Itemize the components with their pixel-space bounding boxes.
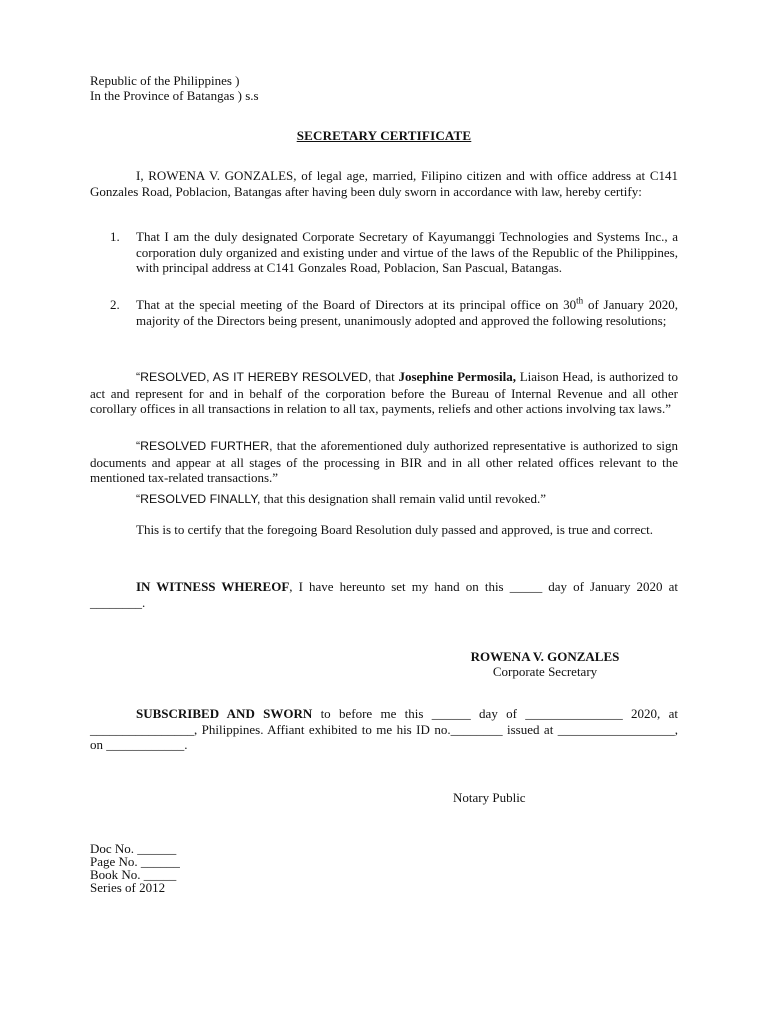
resolution-2-body: that the aforementioned duly authorized representative is authorized to sign documents and appear at all stages of the processing in BIR and in all other related offices relevant to the mentioned tax-related transactions.”: [90, 438, 678, 485]
item-2-text-end: of January 2020, majority of the Directors being present, unanimously adopted and approved the following resolutions;: [136, 297, 678, 328]
page-number: Page No. ______: [90, 854, 180, 869]
resolution-1-lead: “RESOLVED, AS IT HEREBY RESOLVED,: [136, 370, 372, 384]
jurat-paragraph: [90, 706, 678, 753]
list-item-1: [112, 229, 678, 276]
list-item-2: [112, 297, 678, 328]
intro-paragraph: I, ROWENA V. GONZALES, of legal age, married, Filipino citizen and with office address at C141 Gonzales Road, Poblacion, Batangas after having been duly sworn in accordance with law, hereby certify:: [90, 168, 678, 199]
jurat-body: to before me this ______ day of _______________ 2020, at ________________, Philippines. Affiant exhibited to me his ID no.________ issued at __________________, on ____________.: [90, 706, 678, 752]
resolution-1-connector: that: [371, 369, 399, 384]
appointee-name: Josephine Permosila,: [398, 369, 516, 384]
jurat-lead: SUBSCRIBED AND SWORN: [136, 706, 313, 721]
ordinal-suffix: th: [576, 295, 584, 306]
venue-line-2: In the Province of Batangas ) s.s: [90, 88, 259, 103]
list-number: 1.: [110, 229, 120, 244]
list-text: That I am the duly designated Corporate Secretary of Kayumanggi Technologies and Systems Inc., a corporation duly organized and existing under and virtue of the laws of the Republic of the Philippines, with principal address at C141 Gonzales Road, Poblacion, San Pascual, Batangas.: [136, 229, 678, 275]
venue-line-1: Republic of the Philippines ): [90, 73, 240, 88]
notary-public-label: Notary Public: [453, 790, 526, 805]
list-number: 2.: [110, 297, 120, 312]
resolution-1-body: Liaison Head, is authorized to act and represent for and in behalf of the corporation before the Bureau of Internal Revenue and all other corollary offices in all transactions in relation to all tax, payments, reliefs and other actions involving tax laws.”: [90, 369, 678, 416]
document-title: SECRETARY CERTIFICATE: [296, 128, 472, 143]
book-number: Book No. _____: [90, 867, 177, 882]
witness-body: , I have hereunto set my hand on this _____ day of January 2020 at ________.: [90, 579, 678, 610]
certification-paragraph: This is to certify that the foregoing Board Resolution duly passed and approved, is true and correct.: [136, 522, 653, 537]
signatory-position: Corporate Secretary: [492, 664, 598, 679]
doc-number: Doc No. ______: [90, 841, 177, 856]
list-text: [136, 297, 678, 328]
resolution-3-body: that this designation shall remain valid until revoked.”: [260, 491, 546, 506]
resolution-3-lead: “RESOLVED FINALLY,: [136, 492, 261, 506]
resolution-2: [90, 438, 678, 486]
item-2-text-start: That at the special meeting of the Board of Directors at its principal office on 30: [136, 297, 577, 312]
series-year: Series of 2012: [90, 880, 166, 895]
witness-lead: IN WITNESS WHEREOF: [136, 579, 290, 594]
witness-paragraph: [90, 579, 678, 610]
resolution-1: [90, 369, 678, 417]
resolution-2-lead: “RESOLVED FURTHER,: [136, 439, 273, 453]
resolution-3: [90, 491, 678, 508]
signatory-name: ROWENA V. GONZALES: [470, 649, 620, 664]
